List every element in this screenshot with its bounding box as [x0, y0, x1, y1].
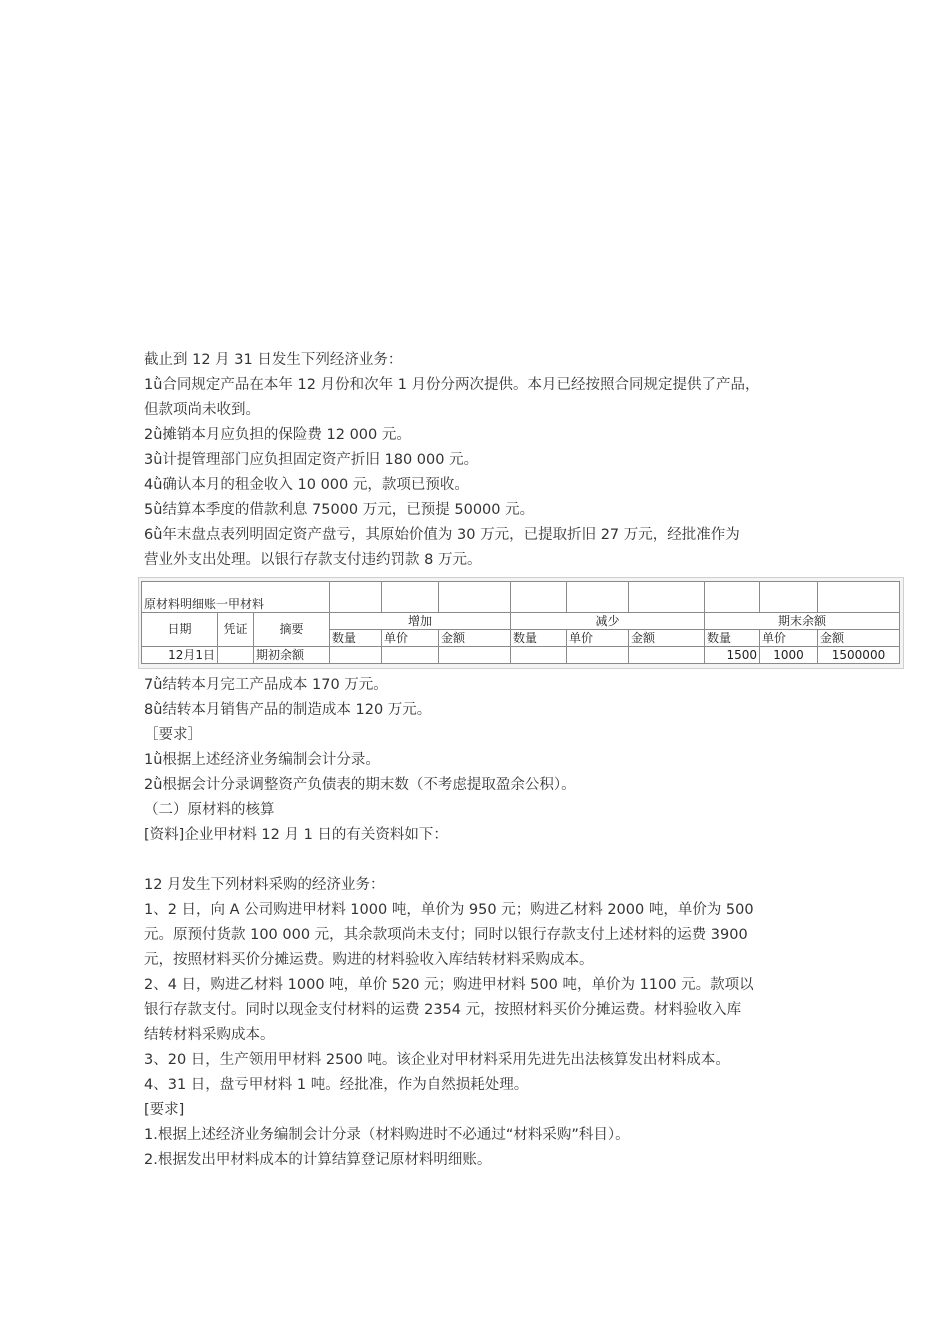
text-line: 截止到 12 月 31 日发生下列经济业务： [144, 352, 403, 368]
text-line: 1.根据上述经济业务编制会计分录（材料购进时不必通过“材料采购”科目）。 [144, 1127, 630, 1143]
table-row [142, 582, 900, 613]
text-line: [要求] [144, 1102, 185, 1118]
text-line: （二）原材料的核算 [144, 802, 275, 818]
text-line: 12 月发生下列材料采购的经济业务： [144, 877, 385, 893]
text-line: 元。原预付货款 100 000 元，其余款项尚未支付；同时以银行存款支付上述材料的运费 3900 [144, 927, 748, 943]
header-voucher: 凭证 [218, 613, 254, 647]
text-line: 8ǜ结转本月销售产品的制造成本 120 万元。 [144, 702, 432, 718]
header-amount: 金额 [629, 630, 705, 647]
text-line: 7ǜ结转本月完工产品成本 170 万元。 [144, 677, 388, 693]
cell-date: 12月1日 [142, 647, 218, 664]
header-increase: 增加 [330, 613, 511, 630]
header-summary: 摘要 [254, 613, 330, 647]
header-price: 单价 [382, 630, 439, 647]
text-line [144, 848, 824, 873]
text-line: 2、4 日，购进乙材料 1000 吨，单价 520 元；购进甲材料 500 吨，单价为 1100 元。款项以 [144, 977, 754, 993]
cell-summary: 期初余额 [254, 647, 330, 664]
cell-end-price: 1000 [760, 647, 818, 664]
text-line: 2.根据发出甲材料成本的计算结算登记原材料明细账。 [144, 1152, 492, 1168]
table-row [142, 647, 900, 664]
text-line: 6ǜ年末盘点表列明固定资产盘亏，其原始价值为 30 万元，已提取折旧 27 万元，经批准作为 [144, 527, 740, 543]
text-line: 5ǜ结算本季度的借款利息 75000 万元，已预提 50000 元。 [144, 502, 535, 518]
cell-end-qty: 1500 [705, 647, 760, 664]
text-line: 2ǜ摊销本月应负担的保险费 12 000 元。 [144, 427, 411, 443]
header-decrease: 减少 [511, 613, 705, 630]
text-line: 3、20 日，生产领用甲材料 2500 吨。该企业对甲材料采用先进先出法核算发出材料成本。 [144, 1052, 730, 1068]
cell-end-amount: 1500000 [818, 647, 900, 664]
text-line: 2ǜ根据会计分录调整资产负债表的期末数（不考虑提取盈余公积）。 [144, 777, 576, 793]
text-line: 元，按照材料买价分摊运费。购进的材料验收入库结转材料采购成本。 [144, 952, 594, 968]
cell-voucher [218, 647, 254, 664]
text-block-2 [144, 673, 824, 1173]
ledger-title: 原材料明细账一甲材料 [142, 582, 330, 613]
header-amount: 金额 [818, 630, 900, 647]
text-line: 1ǜ根据上述经济业务编制会计分录。 [144, 752, 380, 768]
text-line: [资料]企业甲材料 12 月 1 日的有关资料如下： [144, 827, 448, 843]
text-line: 银行存款支付。同时以现金支付材料的运费 2354 元，按照材料买价分摊运费。材料验收入库 [144, 1002, 742, 1018]
text-line: 3ǜ计提管理部门应负担固定资产折旧 180 000 元。 [144, 452, 479, 468]
header-price: 单价 [567, 630, 629, 647]
text-block-1 [144, 348, 824, 573]
text-line: 结转材料采购成本。 [144, 1027, 275, 1043]
header-qty: 数量 [330, 630, 382, 647]
header-qty: 数量 [511, 630, 567, 647]
text-line: 4ǜ确认本月的租金收入 10 000 元，款项已预收。 [144, 477, 469, 493]
header-qty: 数量 [705, 630, 760, 647]
text-line: 营业外支出处理。以银行存款支付违约罚款 8 万元。 [144, 552, 482, 568]
header-amount: 金额 [439, 630, 511, 647]
table-row [142, 613, 900, 630]
text-line: ［要求］ [144, 727, 202, 743]
text-line: 4、31 日，盘亏甲材料 1 吨。经批准，作为自然损耗处理。 [144, 1077, 529, 1093]
text-line: 1、2 日，向 A 公司购进甲材料 1000 吨，单价为 950 元；购进乙材料 2000 吨，单价为 500 [144, 902, 754, 918]
header-ending-balance: 期末余额 [705, 613, 900, 630]
ledger-table [141, 581, 900, 664]
text-line: 1ǜ合同规定产品在本年 12 月份和次年 1 月份分两次提供。本月已经按照合同规定提供了产品， [144, 377, 760, 393]
text-line: 但款项尚未收到。 [144, 402, 260, 418]
header-price: 单价 [760, 630, 818, 647]
header-date: 日期 [142, 613, 218, 647]
ledger-image [138, 577, 904, 669]
